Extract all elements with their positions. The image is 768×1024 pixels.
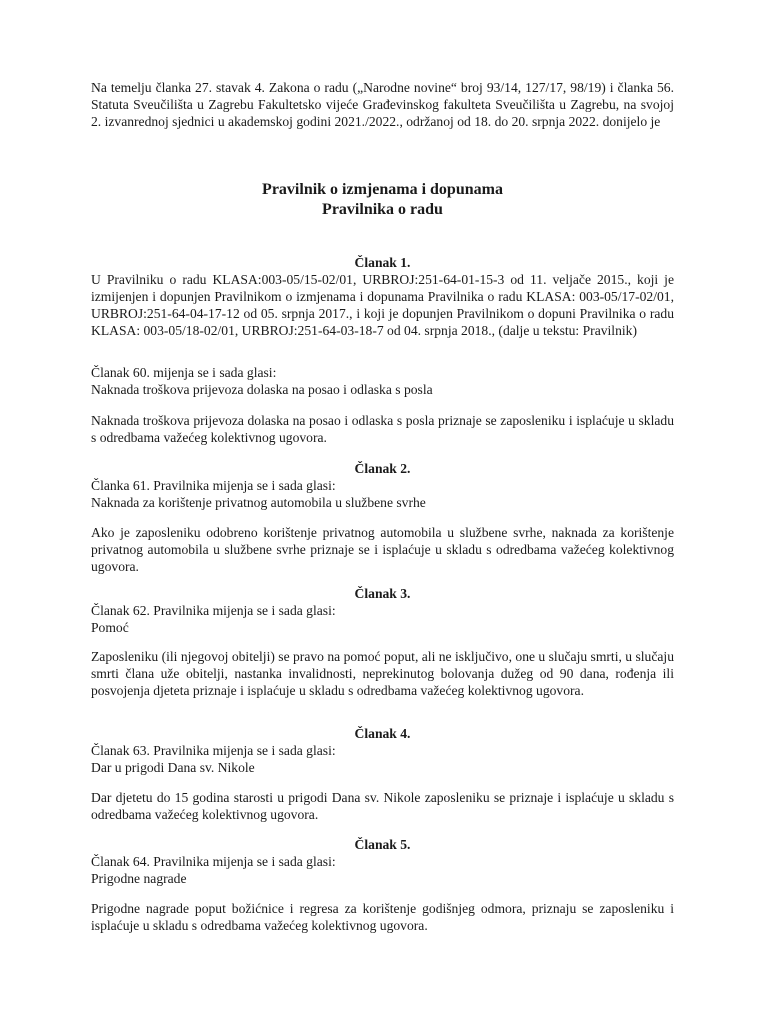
- article-3-subtitle: Pomoć: [91, 620, 129, 635]
- article-1-text: Naknada troškova prijevoza dolaska na posao i odlaska s posla priznaje se zaposleniku i isplaćuje u skladu s odredbama važećeg kolektivnog ugovora.: [91, 413, 674, 445]
- article-2-heading: Članak 2.: [354, 461, 411, 476]
- title-line-2: Pravilnika o radu: [322, 201, 443, 218]
- article-1-change-intro: Članak 60. mijenja se i sada glasi:: [91, 365, 277, 380]
- article-5-subtitle: Prigodne nagrade: [91, 871, 187, 886]
- title-line-1: Pravilnik o izmjenama i dopunama: [262, 181, 503, 198]
- article-5-change-intro: Članak 64. Pravilnika mijenja se i sada glasi:: [91, 854, 336, 869]
- article-1-subtitle: Naknada troškova prijevoza dolaska na posao i odlaska s posla: [91, 382, 433, 397]
- article-4-heading: Članak 4.: [354, 726, 411, 741]
- article-1-heading: Članak 1.: [354, 255, 411, 270]
- document-title: [91, 180, 674, 220]
- article-4-change-intro: Članak 63. Pravilnika mijenja se i sada glasi:: [91, 743, 336, 758]
- article-3-heading: Članak 3.: [354, 586, 411, 601]
- article-3-text: Zaposleniku (ili njegovoj obitelji) se pravo na pomoć poput, ali ne isključivo, one u slučaju smrti, u slučaju smrti člana uže obitelji, nastanka invalidnosti, neprekinutog bolovanja dužeg od 90 dana, rođenja ili posvojenja djeteta priznaje i isplaćuje u skladu s odredbama važećeg kolektivnog ugovora.: [91, 649, 674, 698]
- article-5-text: Prigodne nagrade poput božićnice i regresa za korištenje godišnjeg odmora, priznaju se zaposleniku i isplaćuje u skladu s odredbama važećeg kolektivnog ugovora.: [91, 901, 674, 933]
- article-1-body: U Pravilniku o radu KLASA:003-05/15-02/01, URBROJ:251-64-01-15-3 od 11. veljače 2015., koji je izmijenjen i dopunjen Pravilnikom o izmjenama i dopunama Pravilnika o radu KLASA: 003-05/17-02/01, URBROJ:251-64-04-17-12 od 05. srpnja 2017., i koji je dopunjen Pravilnikom o dopuni Pravilnika o radu KLASA: 003-05/18-02/01, URBROJ:251-64-03-18-7 od 04. srpnja 2018., (dalje u tekstu: Pravilnik): [91, 272, 674, 338]
- article-3-change-intro: Članak 62. Pravilnika mijenja se i sada glasi:: [91, 603, 336, 618]
- article-4-subtitle: Dar u prigodi Dana sv. Nikole: [91, 760, 255, 775]
- article-5-heading: Članak 5.: [354, 837, 411, 852]
- article-2-subtitle: Naknada za korištenje privatnog automobila u službene svrhe: [91, 495, 426, 510]
- article-2-change-intro: Članka 61. Pravilnika mijenja se i sada glasi:: [91, 478, 336, 493]
- article-2-text: Ako je zaposleniku odobreno korištenje privatnog automobila u službene svrhe, naknada za korištenje privatnog automobila u službene svrhe priznaje se i isplaćuje u skladu s odredbama važećeg kolektivnog ugovora.: [91, 525, 674, 574]
- intro-paragraph: Na temelju članka 27. stavak 4. Zakona o radu („Narodne novine“ broj 93/14, 127/17, 98/19) i članka 56. Statuta Sveučilišta u Zagrebu Fakultetsko vijeće Građevinskog fakulteta Sveučilišta u Zagrebu, na svojoj 2. izvanrednoj sjednici u akademskoj godini 2021./2022., održanoj od 18. do 20. srpnja 2022. donijelo je: [91, 80, 674, 129]
- article-4-text: Dar djetetu do 15 godina starosti u prigodi Dana sv. Nikole zaposleniku se priznaje i isplaćuje u skladu s odredbama važećeg kolektivnog ugovora.: [91, 790, 674, 822]
